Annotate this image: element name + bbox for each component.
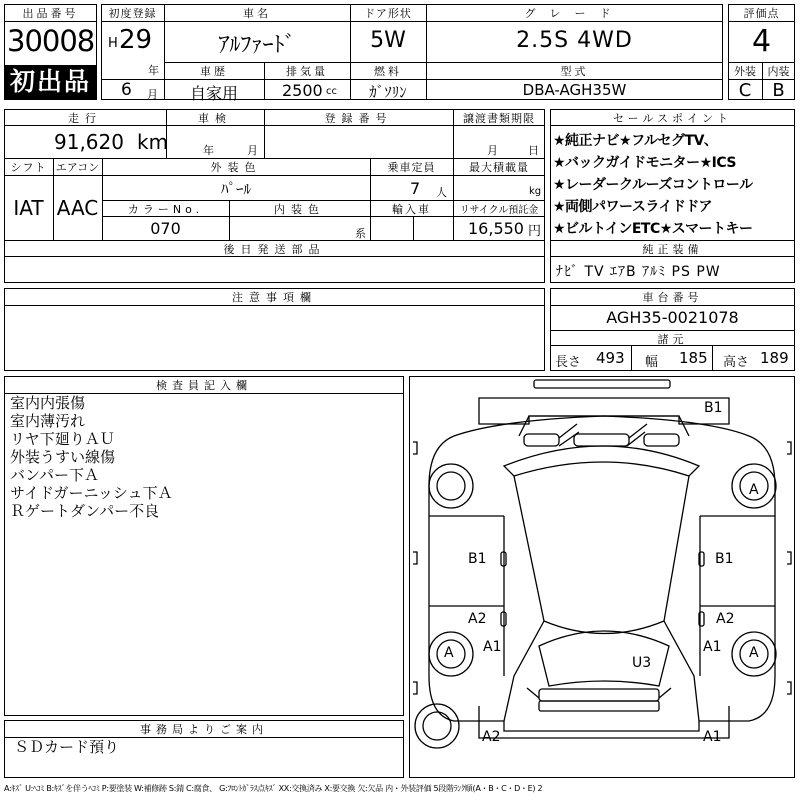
office-header: 事務局よりご案内 (140, 723, 268, 736)
color-no-header: カラーNo. (127, 203, 204, 216)
grade-header: グレード (524, 7, 625, 20)
roof-outline (514, 476, 689, 634)
fuel-header: 燃料 (374, 65, 402, 78)
body-outline (429, 416, 775, 731)
lot-number: 30008 (7, 24, 95, 58)
chassis-header: 車台番号 (642, 291, 703, 304)
length-value: 493 (596, 349, 625, 367)
mileage-header: 走行 (68, 112, 102, 125)
front-bumper (479, 398, 729, 424)
grade: 2.5S 4WD (516, 28, 633, 53)
damage-front-bumper: B1 (704, 400, 723, 416)
recycle-unit: 円 (528, 224, 542, 239)
inspector-note-6: サイドガーニッシュ下Ａ (10, 484, 173, 502)
capacity-unit: 人 (436, 186, 447, 199)
damage-rear-underbody: U3 (632, 655, 652, 671)
aircon-value: AAC (56, 196, 99, 220)
recycle-header: リサイクル預託金 (459, 205, 539, 216)
damage-rear-bumper-right: A1 (703, 729, 722, 745)
damage-left-quarter: A1 (483, 639, 502, 655)
registration-header: 登録番号 (324, 112, 393, 125)
exterior-score: C (738, 80, 752, 101)
transfer-month-unit: 月 (487, 144, 498, 157)
later-parts-header: 後日発送部品 (223, 243, 326, 256)
office-note-1: ＳＤカード預り (14, 738, 120, 756)
transfer-docs-header: 譲渡書類期限 (463, 112, 535, 125)
inspection-year-unit: 年 (203, 144, 214, 157)
reg-year-unit: 年 (148, 64, 159, 77)
damage-rear-right-wheel: A (749, 645, 759, 661)
first-reg-header: 初度登録 (108, 7, 157, 20)
history-header: 車歴 (200, 65, 228, 78)
dimensions-header: 諸元 (657, 333, 688, 346)
model-code: DBA-AGH35W (522, 81, 627, 99)
inspector-note-1: 室内内張傷 (10, 394, 86, 412)
reg-year: 29 (119, 25, 153, 55)
era: H (108, 36, 118, 51)
mileage-value: 91,620 (54, 130, 124, 154)
legend: A:ｷｽﾞ U:ﾍｺﾐ B:ｷｽﾞを伴うﾍｺﾐ P:要塗装 W:補修跡 S:錆 C:腐食、 G:ﾌﾛﾝﾄｶﾞﾗｽ点ｷｽﾞ XX:交換済み X:要交換 欠:欠品 内・外装評価 5段階ﾗﾝｸ順(A・B・C・D・E) 2 (4, 784, 543, 793)
interior-score: B (772, 80, 785, 101)
mileage-unit: km (137, 130, 169, 154)
inspection-header: 車検 (198, 112, 232, 125)
capacity-value: 7 (410, 179, 421, 198)
int-color-suffix: 系 (355, 227, 366, 240)
first-listing-badge: 初出品 (5, 65, 96, 99)
capacity-header: 乗車定員 (387, 161, 436, 174)
wheel-front-left (429, 464, 473, 508)
sales-point-1: ★純正ナビ★フルセグTV、 (553, 133, 718, 149)
damage-left-rear-door: A2 (468, 611, 487, 627)
displacement-unit: cc (326, 86, 337, 97)
damage-front-right-wheel: A (749, 482, 759, 498)
exterior-header: 外装 (734, 65, 756, 78)
shift-value: IAT (13, 196, 44, 220)
lot-number-header: 出品番号 (22, 7, 79, 20)
width-label: 幅 (645, 355, 659, 370)
int-color-header: 内装色 (274, 203, 325, 216)
damage-rear-bumper-left: A2 (482, 729, 501, 745)
roof-strip (534, 380, 670, 388)
car-outline-diagram (409, 376, 795, 778)
standard-equip: ﾅﾋﾞ TV ｴｱB ｱﾙﾐ PS PW (556, 264, 721, 280)
windshield (504, 446, 699, 476)
inspector-note-7: Ｒゲートダンパー不良 (10, 502, 160, 520)
max-load-header: 最大積載量 (469, 161, 529, 174)
height-value: 189 (760, 349, 789, 367)
import-header: 輸入車 (392, 203, 431, 216)
sales-point-3: ★レーダークルーズコントロール (553, 177, 753, 193)
overall-score: 4 (751, 24, 772, 59)
damage-right-door: B1 (715, 551, 734, 567)
inspector-note-5: バンパー下Ａ (10, 466, 99, 484)
recycle-value: 16,550 (468, 219, 524, 238)
aircon-header: エアコン (55, 161, 100, 174)
sales-point-2: ★バックガイドモニター★ICS (553, 155, 737, 171)
reg-month: 6 (121, 80, 132, 100)
length-label: 長さ (555, 355, 582, 370)
notes-header: 注意事項欄 (232, 291, 317, 304)
model-code-header: 型式 (560, 65, 589, 78)
car-name-header: 車名 (243, 7, 271, 20)
car-history: 自家用 (189, 84, 238, 103)
width-value: 185 (679, 349, 708, 367)
displacement: 2500 (282, 81, 323, 100)
door-type: 5W (370, 28, 406, 53)
height-label: 高さ (723, 355, 750, 370)
displacement-header: 排気量 (286, 65, 328, 78)
ext-color-header: 外装色 (210, 161, 262, 174)
sales-point-5: ★ビルトインETC★スマートキー (553, 221, 753, 237)
sales-points-header: セールスポイント (612, 112, 732, 125)
standard-equip-header: 純正装備 (642, 243, 703, 256)
damage-rear-left-wheel: A (444, 645, 454, 661)
inspection-month-unit: 月 (247, 144, 258, 157)
color-no-value: 070 (150, 219, 181, 238)
inspector-note-2: 室内薄汚れ (10, 412, 86, 430)
sales-point-4: ★両側パワースライドドア (553, 199, 713, 215)
inspector-note-4: 外装うすい線傷 (10, 448, 116, 466)
inspector-header: 検査員記入欄 (156, 379, 252, 392)
ext-color-value: ﾊﾟｰﾙ (220, 180, 251, 198)
interior-header: 内装 (767, 65, 790, 78)
reg-month-unit: 月 (147, 88, 158, 101)
transfer-day-unit: 日 (528, 144, 539, 157)
fuel: ｶﾞｿﾘﾝ (369, 83, 407, 101)
door-header: ドア形状 (364, 7, 412, 20)
damage-right-rear-door: A2 (716, 611, 735, 627)
max-load-unit: kg (529, 186, 542, 197)
chassis-number: AGH35-0021078 (606, 308, 739, 327)
score-header: 評価点 (743, 7, 780, 20)
damage-right-quarter: A1 (703, 639, 722, 655)
damage-left-door: B1 (468, 551, 487, 567)
inspector-note-3: リヤ下廻りＡＵ (10, 430, 115, 448)
shift-header: シフト (10, 161, 47, 174)
car-name: ｱﾙﾌｧｰﾄﾞ (218, 33, 296, 58)
